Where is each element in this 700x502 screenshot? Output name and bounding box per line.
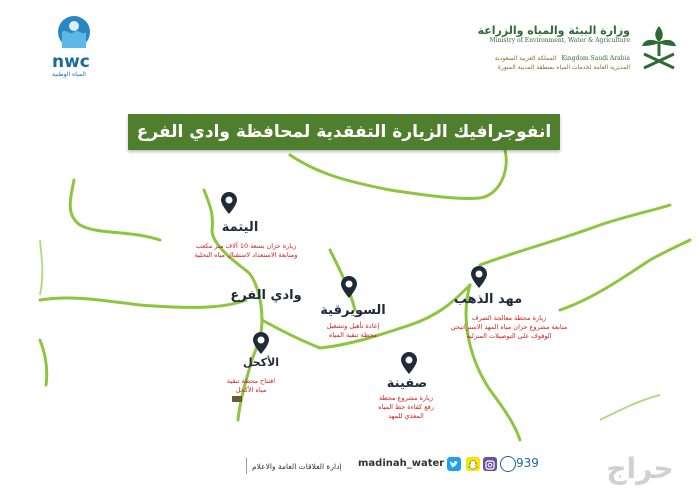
place-mahd-aldhahab-desc-3: الوقوف على التوصيلات المنزلية	[466, 332, 552, 340]
twitter-icon[interactable]	[447, 457, 461, 471]
kingdom-en: Kingdom Saudi Arabia	[561, 55, 630, 62]
place-safina: صفينة	[386, 376, 428, 391]
place-alakhal-desc-1: افتتاح محطة تنقية	[226, 377, 276, 385]
road	[40, 340, 47, 385]
place-alsuwairqiya-desc-2: محطة تنقية المياه	[328, 331, 378, 339]
place-alyatma: اليتمة	[221, 220, 259, 235]
map-pin-icon	[221, 192, 237, 214]
road	[70, 180, 160, 240]
road	[290, 150, 506, 199]
footer-department: إدارة العلاقات العامة والاعلام	[252, 462, 342, 471]
footer-phone: 939	[516, 456, 539, 470]
place-alakhal-desc-2: مياه الأكحل	[235, 386, 267, 394]
place-safina-desc-1: زيارة مشروع محطة	[379, 394, 433, 402]
snapchat-icon[interactable]	[466, 457, 480, 471]
map-pin-icon	[401, 352, 417, 374]
instagram-icon[interactable]	[483, 457, 497, 471]
place-mahd-aldhahab-desc-1: زيارة محطة معالجة الصرف	[471, 314, 547, 322]
ministry-logo	[636, 24, 682, 72]
map-pin-icon	[471, 266, 487, 288]
place-mahd-aldhahab: مهد الذهب	[453, 292, 523, 307]
road	[40, 298, 246, 308]
map-pin-icon	[341, 276, 357, 298]
watermark: حراج	[606, 452, 674, 485]
ministry-english-name: Ministry of Environment, Water & Agriculture	[489, 37, 630, 44]
road	[262, 320, 320, 348]
title-banner	[128, 114, 560, 150]
place-mahd-aldhahab-desc-2: متابعة مشروع خزان مياه المهد الاستراتيجي	[450, 323, 568, 331]
kingdom-ar: المملكة العربية السعودية	[494, 55, 557, 62]
station-icon	[232, 396, 242, 402]
footer-divider	[246, 458, 247, 474]
place-safina-desc-2: رفع كفاءة خط المياه	[378, 403, 434, 411]
phone-icon[interactable]	[500, 456, 516, 472]
nwc-logo-sub: المياه الوطنية	[52, 71, 86, 78]
road	[480, 205, 670, 265]
footer-handle: madinah_water	[358, 458, 445, 469]
nwc-logo-text: nwc	[52, 52, 90, 72]
place-wadi-alfara: وادي الفرع	[230, 288, 302, 303]
place-safina-desc-3: المغذي للمهد	[388, 412, 424, 420]
map-pin-icon	[253, 332, 269, 354]
ministry-arabic-name: وزارة البيئة والمياه والزراعة	[477, 24, 630, 37]
place-alakhal: الأكحل	[242, 356, 280, 369]
place-alsuwairqiya-desc-1: إعادة تأهيل وتشغيل	[326, 322, 380, 330]
place-alyatma-desc-2: ومتابعة الاستعداد لاستقبال مياه التحلية	[194, 251, 298, 259]
nwc-logo	[56, 14, 92, 50]
directorate: المديرية العامة لخدمات المياه بمنطقة المدينة المنورة	[497, 64, 630, 71]
place-alyatma-desc-1: زيارة خزان بسعة 10 آلاف متر مكعب	[195, 242, 297, 250]
road	[560, 240, 690, 310]
road	[466, 285, 520, 440]
place-alsuwairqiya: السويرقية	[320, 303, 386, 318]
ministry-text	[460, 24, 630, 72]
page-title: انفوجرافيك الزيارة التفقدية لمحافظة وادي الفرع	[136, 122, 552, 142]
